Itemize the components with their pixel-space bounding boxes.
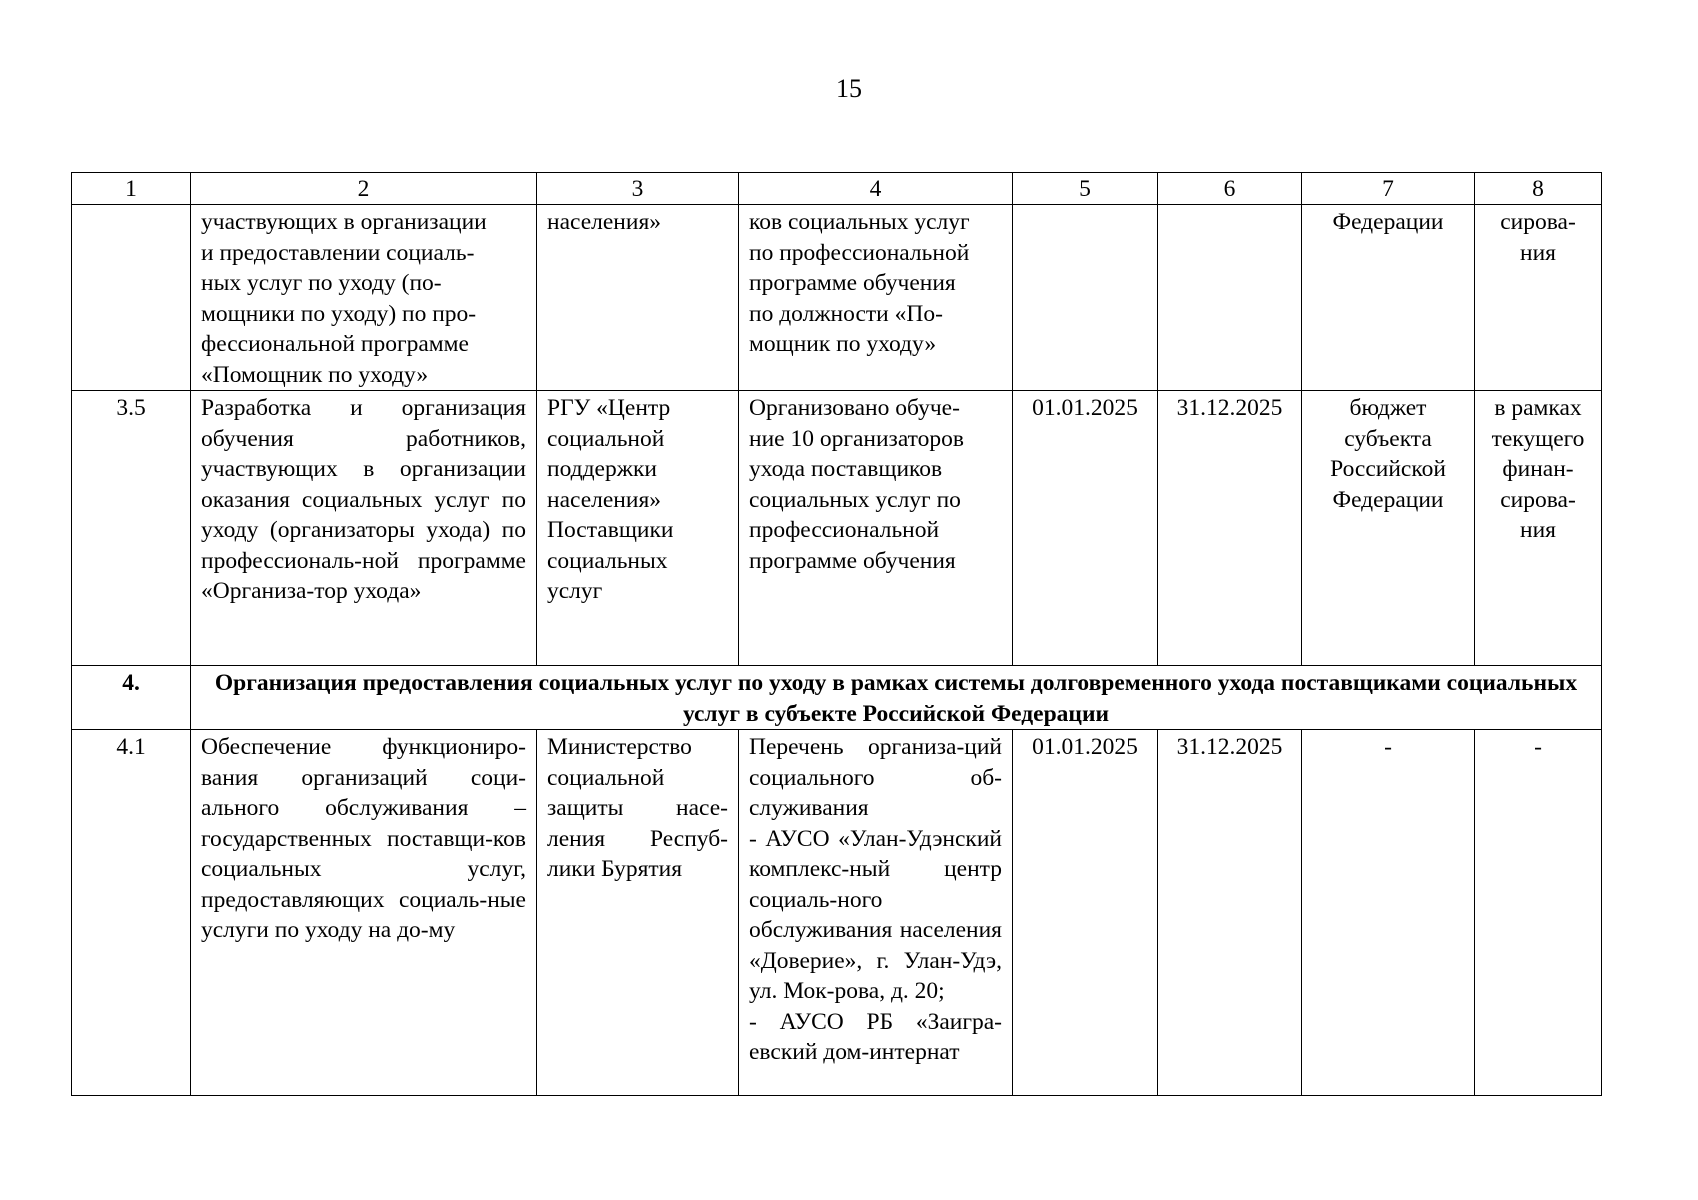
column-number: 3 bbox=[537, 173, 739, 205]
result-cell: Перечень организа-ций социального об-служивания - АУСО «Улан-Удэнский комплекс-ный центр социаль-ного обслуживания населения «Доверие», г. Улан-Удэ, ул. Мок-рова, д. 20; - АУСО РБ «Заигра-евский дом-интернат bbox=[739, 730, 1013, 1096]
section-title: Организация предоставления социальных услуг по уходу в рамках системы долговременного ухода поставщиками социальных услуг в субъекте Российской Федерации bbox=[191, 666, 1602, 730]
start-date-cell bbox=[1013, 205, 1158, 391]
start-date-cell: 01.01.2025 bbox=[1013, 730, 1158, 1096]
column-number: 2 bbox=[191, 173, 537, 205]
section-number: 4. bbox=[72, 666, 191, 730]
responsible-cell: РГУ «Центр социальной поддержки населения» Поставщики социальных услуг bbox=[537, 391, 739, 666]
column-number: 6 bbox=[1158, 173, 1302, 205]
funding-source-cell: бюджет субъекта Российской Федерации bbox=[1302, 391, 1475, 666]
column-number: 4 bbox=[739, 173, 1013, 205]
end-date-cell bbox=[1158, 205, 1302, 391]
table-row-4-1 bbox=[72, 730, 1602, 1096]
end-date-cell: 31.12.2025 bbox=[1158, 730, 1302, 1096]
column-number: 1 bbox=[72, 173, 191, 205]
event-cell: участвующих в организации и предоставлении социаль- ных услуг по уходу (по- мощники по уходу) по про- фессиональной программе «Помощник по уходу» bbox=[191, 205, 537, 391]
column-number: 7 bbox=[1302, 173, 1475, 205]
event-cell: Обеспечение функциониро-вания организаций соци-ального обслуживания – государственных поставщи-ков социальных услуг, предоставляющих социаль-ные услуги по уходу на до-му bbox=[191, 730, 537, 1096]
page-number: 15 bbox=[836, 74, 862, 103]
responsible-cell: Министерство социальной защиты насе-ления Респуб-лики Бурятия bbox=[537, 730, 739, 1096]
financing-cell: в рамках текущего финан- сирова- ния bbox=[1475, 391, 1602, 666]
financing-cell: сирова- ния bbox=[1475, 205, 1602, 391]
row-number: 3.5 bbox=[72, 391, 191, 666]
measures-table bbox=[71, 172, 1602, 1096]
end-date-cell: 31.12.2025 bbox=[1158, 391, 1302, 666]
row-number: 4.1 bbox=[72, 730, 191, 1096]
funding-source-cell: Федерации bbox=[1302, 205, 1475, 391]
column-number: 5 bbox=[1013, 173, 1158, 205]
table-row-continued bbox=[72, 205, 1602, 391]
funding-source-cell: - bbox=[1302, 730, 1475, 1096]
financing-cell: - bbox=[1475, 730, 1602, 1096]
responsible-cell: населения» bbox=[537, 205, 739, 391]
start-date-cell: 01.01.2025 bbox=[1013, 391, 1158, 666]
table-row-3-5 bbox=[72, 391, 1602, 666]
column-number-row bbox=[72, 173, 1602, 205]
column-number: 8 bbox=[1475, 173, 1602, 205]
row-number bbox=[72, 205, 191, 391]
event-cell: Разработка и организация обучения работников, участвующих в организации оказания социальных услуг по уходу (организаторы ухода) по профессиональ-ной программе «Организа-тор ухода» bbox=[191, 391, 537, 666]
section-row-4 bbox=[72, 666, 1602, 730]
result-cell: Организовано обуче- ние 10 организаторов ухода поставщиков социальных услуг по профессиональной программе обучения bbox=[739, 391, 1013, 666]
result-cell: ков социальных услуг по профессиональной программе обучения по должности «По- мощник по уходу» bbox=[739, 205, 1013, 391]
